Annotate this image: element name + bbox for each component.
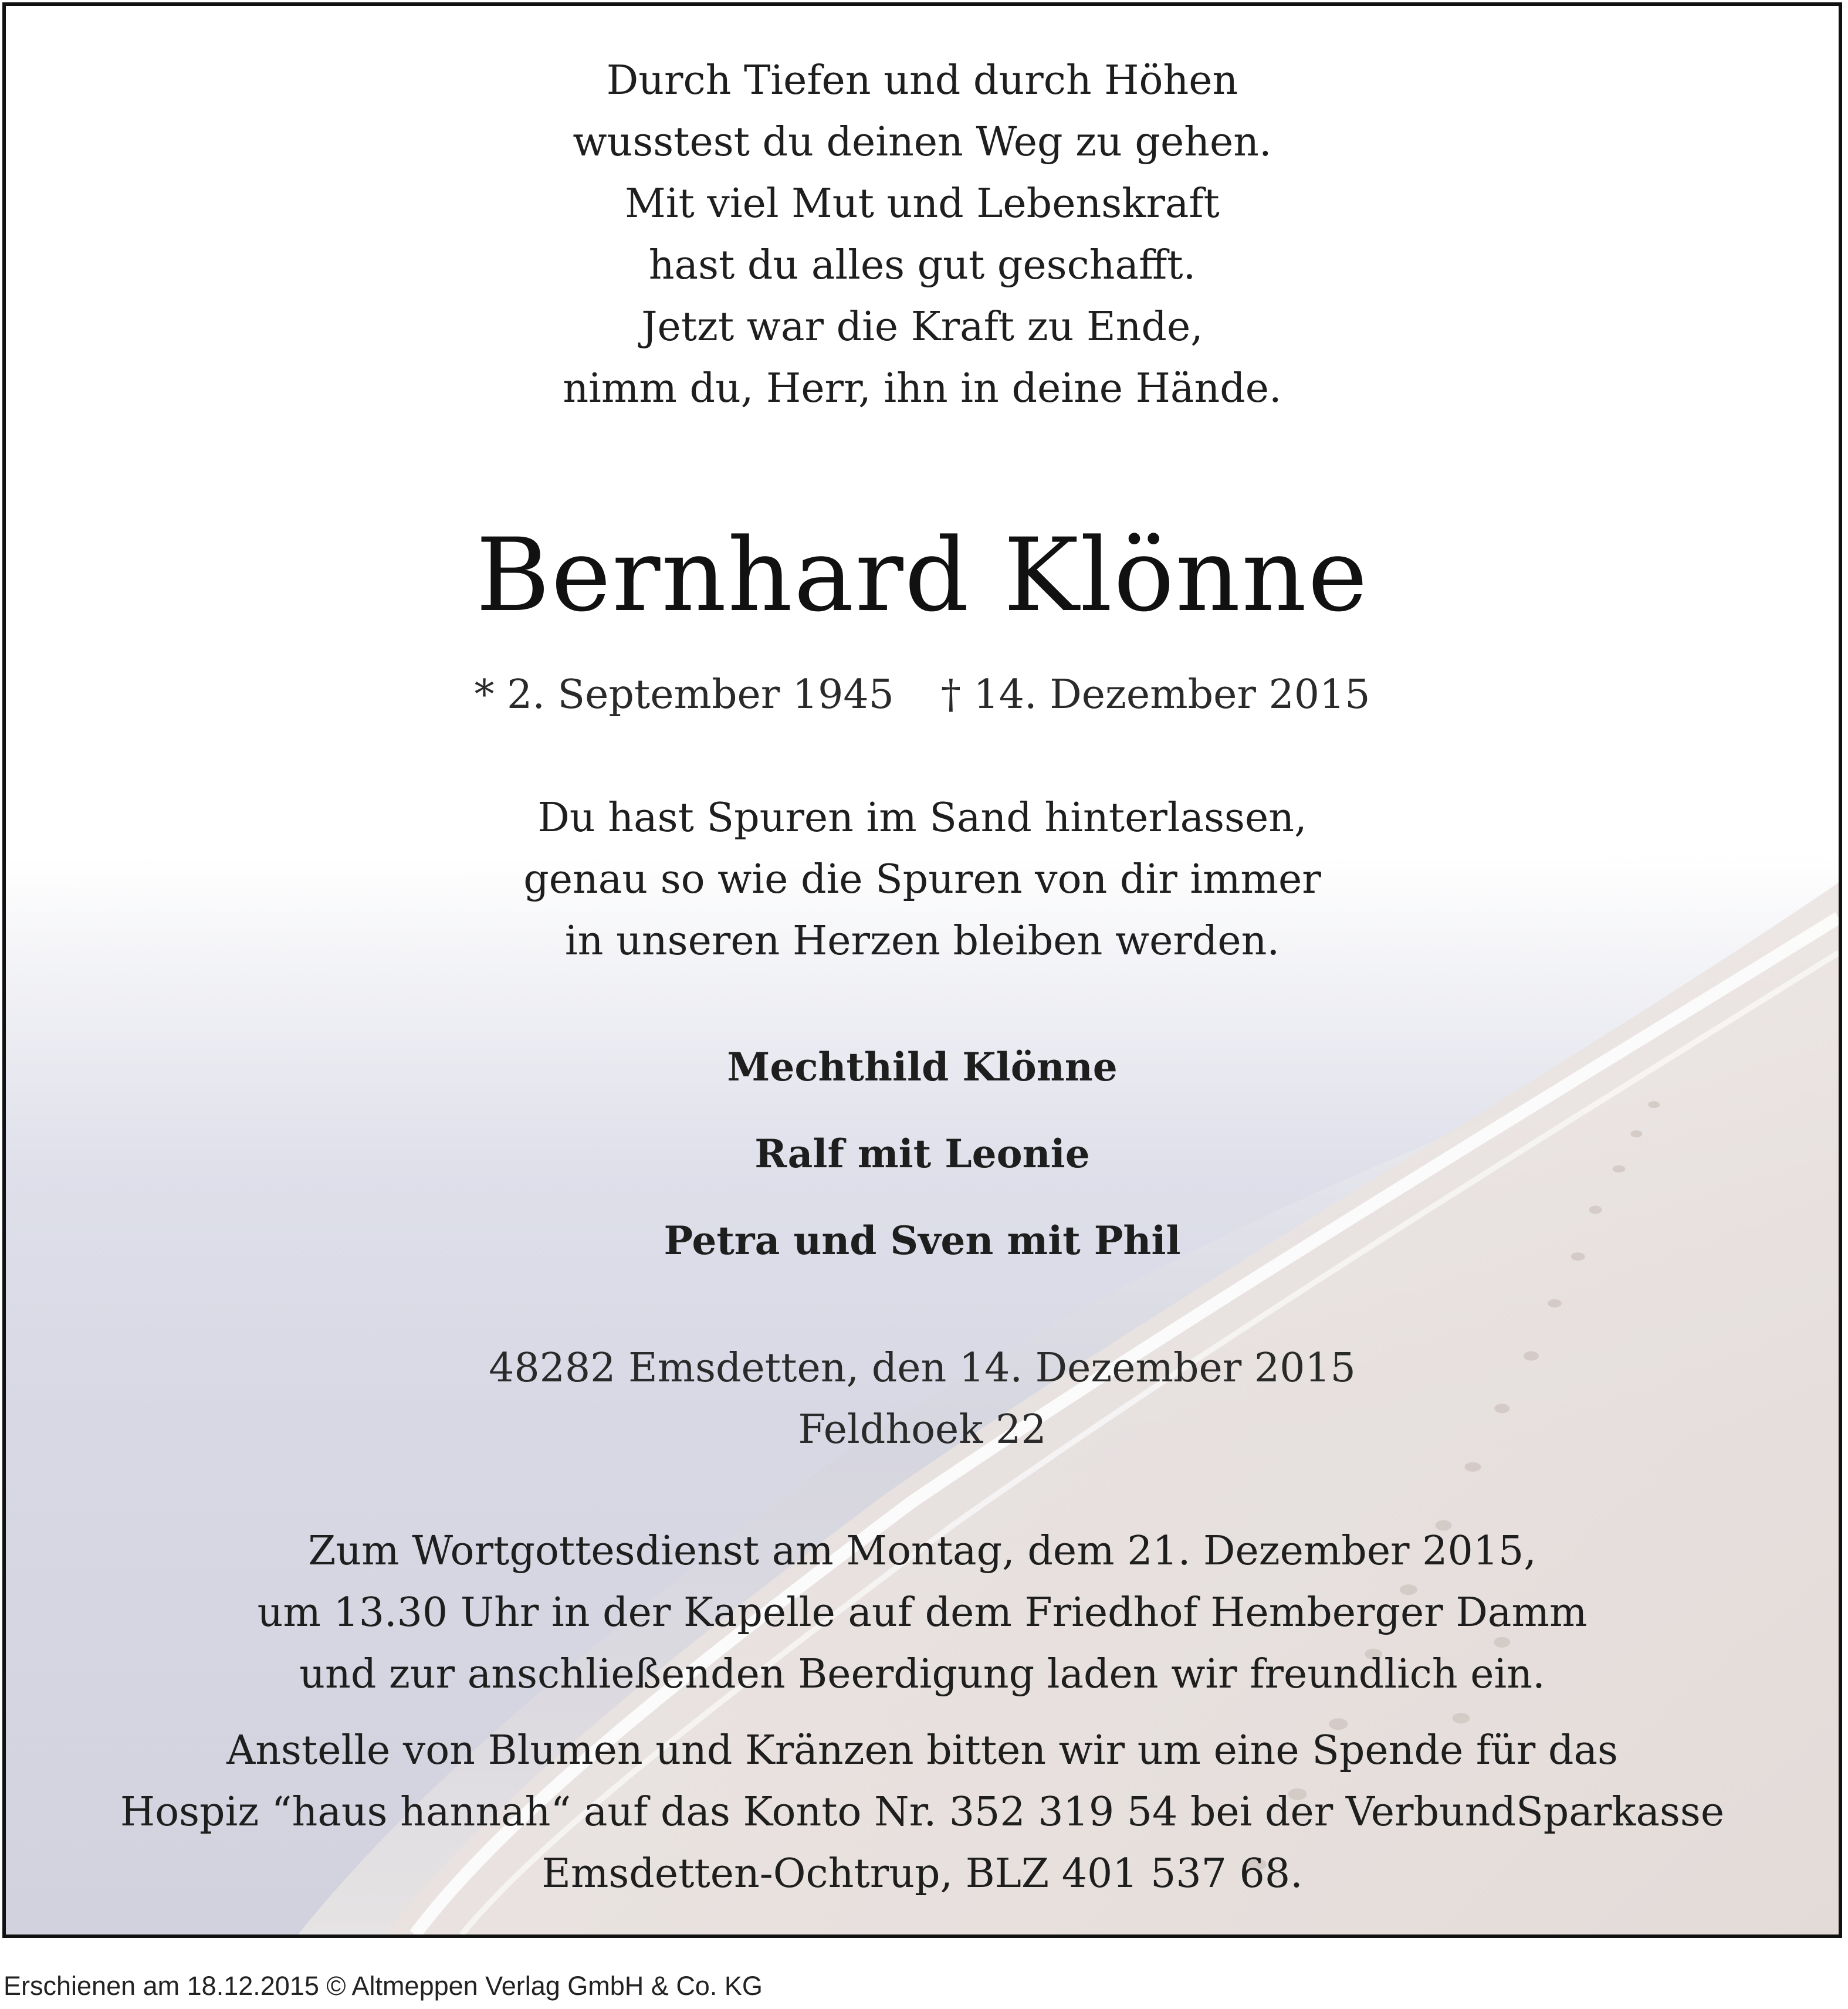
- birth-date: * 2. September 1945: [474, 672, 894, 718]
- service-line: und zur anschließenden Beerdigung laden wir freundlich ein.: [299, 1651, 1545, 1698]
- verse-line: Durch Tiefen und durch Höhen: [606, 57, 1238, 104]
- service-line: Zum Wortgottesdienst am Montag, dem 21. Dezember 2015,: [308, 1528, 1536, 1574]
- life-dates: [6, 672, 1839, 718]
- address-line: Feldhoek 22: [798, 1407, 1047, 1453]
- verse-line: Mit viel Mut und Lebenskraft: [625, 181, 1220, 227]
- donation-line: Emsdetten-Ochtrup, BLZ 401 537 68.: [541, 1851, 1303, 1897]
- deceased-name: Bernhard Klönne: [476, 516, 1369, 634]
- service-line: um 13.30 Uhr in der Kapelle auf dem Friedhof Hemberger Damm: [257, 1590, 1588, 1636]
- verse-line: wusstest du deinen Weg zu gehen.: [573, 119, 1272, 165]
- verse-line: hast du alles gut geschafft.: [648, 242, 1196, 289]
- quote-line: Du hast Spuren im Sand hinterlassen,: [537, 795, 1307, 841]
- mourner-name: Mechthild Klönne: [727, 1044, 1118, 1090]
- death-date: † 14. Dezember 2015: [940, 672, 1370, 718]
- verse-line: Jetzt war die Kraft zu Ende,: [641, 304, 1203, 350]
- notice-text: [6, 6, 1839, 1935]
- donation-line: Hospiz “haus hannah“ auf das Konto Nr. 352 319 54 bei der VerbundSparkasse: [120, 1789, 1725, 1835]
- publication-footer: Erschienen am 18.12.2015 © Altmeppen Verlag GmbH & Co. KG: [4, 1971, 763, 2001]
- address-line: 48282 Emsdetten, den 14. Dezember 2015: [489, 1345, 1356, 1391]
- donation-line: Anstelle von Blumen und Kränzen bitten wir um eine Spende für das: [226, 1727, 1618, 1774]
- mourner-name: Petra und Sven mit Phil: [664, 1218, 1181, 1263]
- quote-line: in unseren Herzen bleiben werden.: [564, 918, 1280, 964]
- obituary-notice: [2, 2, 1842, 1938]
- mourner-name: Ralf mit Leonie: [754, 1131, 1090, 1177]
- verse-line: nimm du, Herr, ihn in deine Hände.: [563, 365, 1282, 412]
- quote-line: genau so wie die Spuren von dir immer: [523, 856, 1321, 903]
